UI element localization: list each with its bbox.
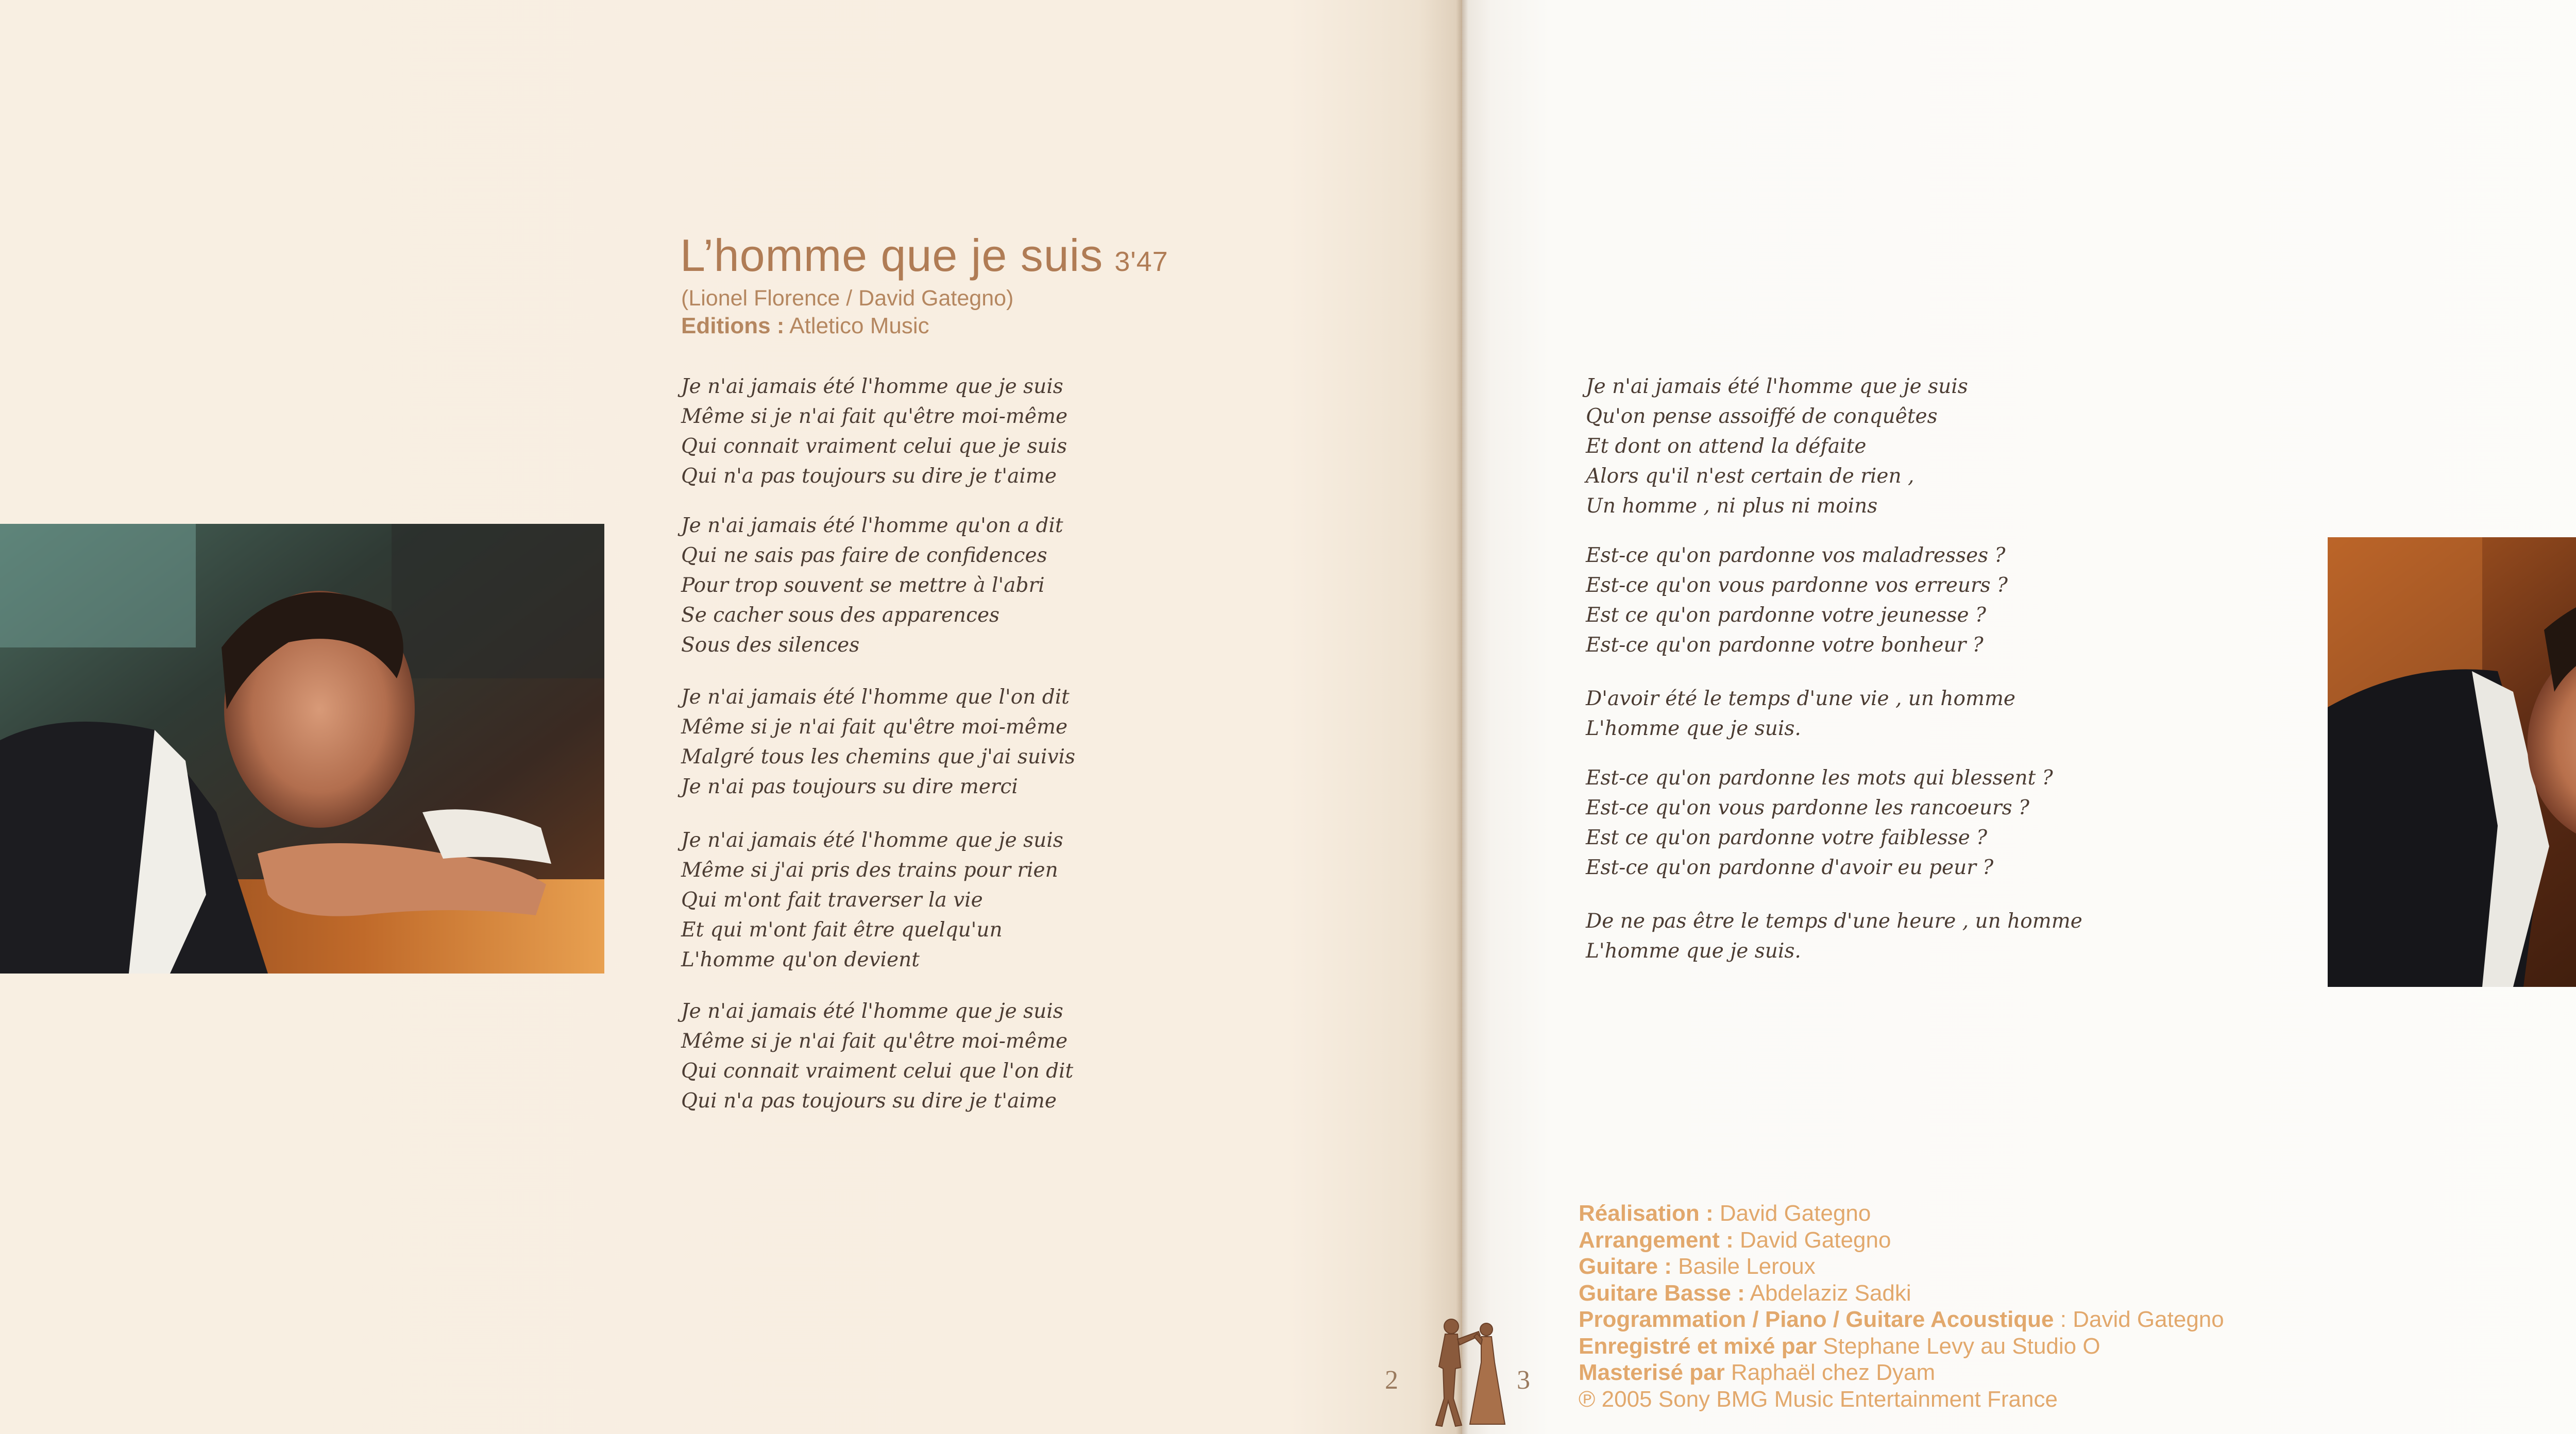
copyright-row — [1579, 1386, 2224, 1413]
lyric-line: Pour trop souvent se mettre à l'abri — [681, 574, 1045, 597]
lyric-line: Je n'ai jamais été l'homme que je suis — [681, 375, 1063, 398]
lyric-line: Je n'ai pas toujours su dire merci — [681, 775, 1018, 798]
left-stanza-2 — [681, 511, 1063, 660]
song-editions — [681, 313, 929, 339]
left-stanza-5 — [681, 997, 1073, 1116]
right-stanza-5 — [1586, 907, 2082, 966]
lyric-line: L'homme que je suis. — [1586, 717, 1801, 740]
song-duration: 3'47 — [1114, 246, 1168, 277]
right-stanza-2 — [1586, 541, 2008, 660]
lyric-line: Même si je n'ai fait qu'être moi-même — [681, 405, 1068, 428]
left-stanza-3 — [681, 682, 1075, 802]
page-number-right: 3 — [1517, 1365, 1530, 1395]
book-gutter — [1456, 0, 1468, 1434]
editions-label: Editions : — [681, 313, 785, 338]
credit-row — [1579, 1359, 2224, 1386]
credit-row — [1579, 1253, 2224, 1280]
lyric-line: Qui n'a pas toujours su dire je t'aime — [681, 1089, 1057, 1113]
lyric-line: Est-ce qu'on pardonne vos maladresses ? — [1586, 544, 2006, 567]
lyric-line: Un homme , ni plus ni moins — [1586, 494, 1878, 518]
lyric-line: L'homme qu'on devient — [681, 948, 920, 971]
lyric-line: Je n'ai jamais été l'homme que l'on dit — [681, 686, 1070, 709]
credit-value: David Gategno — [1713, 1201, 1871, 1226]
credit-row — [1579, 1227, 2224, 1254]
lyric-line: Même si je n'ai fait qu'être moi-même — [681, 715, 1068, 739]
lyric-line: Qui connait vraiment celui que l'on dit — [681, 1060, 1074, 1083]
dancers-illustration-icon — [1404, 1311, 1533, 1429]
lyric-line: Même si je n'ai fait qu'être moi-même — [681, 1030, 1068, 1053]
lyric-line: Se cacher sous des apparences — [681, 604, 1000, 627]
production-credits — [1579, 1200, 2224, 1412]
credit-row — [1579, 1333, 2224, 1360]
credit-row — [1579, 1280, 2224, 1307]
page-number-left: 2 — [1385, 1365, 1398, 1395]
credit-label: Réalisation : — [1579, 1201, 1714, 1226]
lyric-line: Est ce qu'on pardonne votre faiblesse ? — [1586, 826, 1988, 849]
lyric-line: Est ce qu'on pardonne votre jeunesse ? — [1586, 604, 1986, 627]
credit-value: David Gategno — [1733, 1227, 1891, 1253]
lyric-line: Qui ne sais pas faire de confidences — [681, 544, 1047, 567]
editions-value: Atletico Music — [789, 313, 929, 338]
lyric-line: Alors qu'il n'est certain de rien , — [1586, 465, 1914, 488]
photo-man-leaning-down — [2328, 537, 2576, 987]
credit-label: Guitare : — [1579, 1254, 1672, 1279]
right-stanza-4 — [1586, 763, 2053, 883]
lyric-line: L'homme que je suis. — [1586, 940, 1801, 963]
lyric-line: Est-ce qu'on vous pardonne vos erreurs ? — [1586, 574, 2008, 597]
lyric-line: Malgré tous les chemins que j'ai suivis — [681, 745, 1076, 769]
credit-row — [1579, 1306, 2224, 1333]
lyric-line: Je n'ai jamais été l'homme que je suis — [681, 829, 1063, 852]
right-stanza-3 — [1586, 684, 2015, 744]
lyric-line: Je n'ai jamais été l'homme qu'on a dit — [681, 514, 1063, 537]
song-title — [680, 229, 1168, 282]
lyric-line: Qui connait vraiment celui que je suis — [681, 435, 1067, 458]
credit-label: Enregistré et mixé par — [1579, 1333, 1817, 1359]
song-title-text: L’homme que je suis — [680, 230, 1104, 281]
credit-label: Guitare Basse : — [1579, 1280, 1745, 1306]
credit-value: Raphaël chez Dyam — [1724, 1360, 1936, 1385]
credit-value: Stephane Levy au Studio O — [1817, 1333, 2100, 1359]
lyric-line: Est-ce qu'on vous pardonne les rancoeurs ? — [1586, 796, 2029, 820]
lyric-line: Sous des silences — [681, 634, 860, 657]
lyric-line: Est-ce qu'on pardonne votre bonheur ? — [1586, 634, 1984, 657]
lyric-line: Et qui m'ont fait être quelqu'un — [681, 918, 1003, 942]
lyric-line: Est-ce qu'on pardonne d'avoir eu peur ? — [1586, 856, 1994, 879]
photo-man-resting-chin — [0, 524, 604, 974]
lyric-line: Est-ce qu'on pardonne les mots qui blessent ? — [1586, 766, 2053, 790]
lyric-line: Je n'ai jamais été l'homme que je suis — [1586, 375, 1968, 398]
lyric-line: Même si j'ai pris des trains pour rien — [681, 859, 1058, 882]
credit-row — [1579, 1200, 2224, 1227]
lyric-line: Je n'ai jamais été l'homme que je suis — [681, 1000, 1063, 1023]
lyric-line: Qui n'a pas toujours su dire je t'aime — [681, 465, 1057, 488]
lyric-line: Qui m'ont fait traverser la vie — [681, 889, 983, 912]
lyric-line: Et dont on attend la défaite — [1586, 435, 1867, 458]
lyric-line: De ne pas être le temps d'une heure , un homme — [1586, 910, 2082, 933]
lyric-line: D'avoir été le temps d'une vie , un homme — [1586, 687, 2016, 710]
copyright-text: ℗ 2005 Sony BMG Music Entertainment France — [1579, 1386, 2058, 1412]
lyric-line: Qu'on pense assoiffé de conquêtes — [1586, 405, 1938, 428]
song-authors: (Lionel Florence / David Gategno) — [681, 286, 1014, 311]
credit-label: Arrangement : — [1579, 1227, 1734, 1253]
left-stanza-4 — [681, 826, 1063, 975]
credit-value: Abdelaziz Sadki — [1744, 1280, 1911, 1306]
credit-value: Basile Leroux — [1671, 1254, 1816, 1279]
credit-label: Masterisé par — [1579, 1360, 1725, 1385]
credit-value: : David Gategno — [2054, 1307, 2224, 1332]
right-stanza-1 — [1586, 372, 1968, 521]
credit-label: Programmation / Piano / Guitare Acoustique — [1579, 1307, 2054, 1332]
left-stanza-1 — [681, 372, 1067, 491]
